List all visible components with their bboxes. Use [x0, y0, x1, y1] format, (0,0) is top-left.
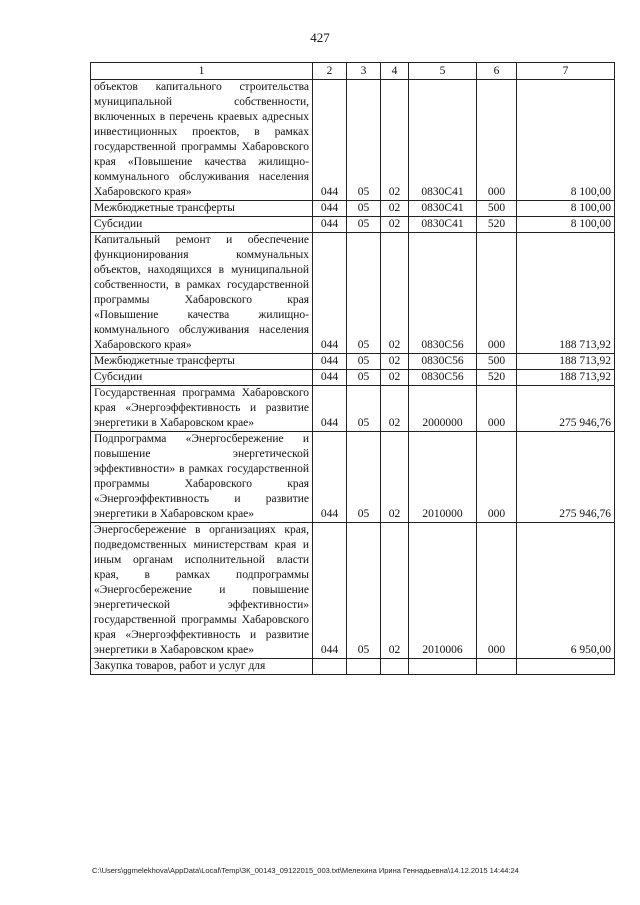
table-row — [91, 217, 615, 233]
cell-section: 05 — [347, 386, 381, 432]
cell-target-article: 2010000 — [409, 432, 477, 523]
cell-subsection: 02 — [381, 432, 409, 523]
row-name: Субсидии — [91, 217, 313, 233]
cell-amount: 6 950,00 — [517, 523, 615, 659]
cell-expense-type: 500 — [477, 201, 517, 217]
cell-ministry: 044 — [313, 386, 347, 432]
cell-amount: 188 713,92 — [517, 370, 615, 386]
cell-ministry: 044 — [313, 80, 347, 201]
cell-section: 05 — [347, 217, 381, 233]
cell-ministry: 044 — [313, 432, 347, 523]
header-cell: 4 — [381, 63, 409, 80]
cell-ministry: 044 — [313, 354, 347, 370]
cell-amount: 8 100,00 — [517, 201, 615, 217]
header-cell: 1 — [91, 63, 313, 80]
cell-target-article: 0830С56 — [409, 354, 477, 370]
cell-amount — [517, 659, 615, 675]
table-row — [91, 432, 615, 523]
cell-section: 05 — [347, 233, 381, 354]
cell-section: 05 — [347, 523, 381, 659]
cell-expense-type: 000 — [477, 432, 517, 523]
page-number: 427 — [310, 30, 330, 45]
row-name: Энергосбережение в организациях края, подведомственных министерствам края и иным органам исполнительной власти края, в рамках подпрограммы «Энергосбережение и повышение энергетической эффективности» государственной программы Хабаровского края «Энергоэффективность и развитие энергетики в Хабаровском крае» — [91, 523, 313, 659]
cell-expense-type: 500 — [477, 354, 517, 370]
cell-target-article: 0830С56 — [409, 233, 477, 354]
table-row — [91, 370, 615, 386]
cell-subsection: 02 — [381, 233, 409, 354]
cell-subsection: 02 — [381, 201, 409, 217]
cell-expense-type: 520 — [477, 217, 517, 233]
cell-section: 05 — [347, 201, 381, 217]
header-cell: 2 — [313, 63, 347, 80]
cell-section: 05 — [347, 432, 381, 523]
cell-subsection: 02 — [381, 354, 409, 370]
cell-expense-type: 000 — [477, 386, 517, 432]
row-name: Подпрограмма «Энергосбережение и повышение энергетической эффективности» в рамках государственной программы Хабаровского края «Энергоэффективность и развитие энергетики в Хабаровском крае» — [91, 432, 313, 523]
row-name: Капитальный ремонт и обеспечение функционирования коммунальных объектов, находящихся в муниципальной собственности, в рамках государственной программы Хабаровского края «Повышение качества жилищно-коммунального обслуживания населения Хабаровского края» — [91, 233, 313, 354]
cell-expense-type: 520 — [477, 370, 517, 386]
cell-amount: 8 100,00 — [517, 80, 615, 201]
cell-target-article: 0830С56 — [409, 370, 477, 386]
cell-subsection: 02 — [381, 80, 409, 201]
table-row — [91, 233, 615, 354]
footer-file-path: C:\Users\ggmelekhova\AppData\Local\Temp\ЗК_00143_09122015_003.txt\Мелехина Ирина Геннадьевна\14.12.2015 14:44:24 — [92, 866, 519, 875]
cell-amount: 188 713,92 — [517, 354, 615, 370]
cell-section: 05 — [347, 354, 381, 370]
cell-target-article: 2000000 — [409, 386, 477, 432]
cell-section: 05 — [347, 80, 381, 201]
cell-subsection: 02 — [381, 217, 409, 233]
cell-ministry: 044 — [313, 201, 347, 217]
cell-subsection: 02 — [381, 523, 409, 659]
cell-ministry: 044 — [313, 233, 347, 354]
cell-target-article: 0830С41 — [409, 201, 477, 217]
header-row — [91, 63, 615, 80]
header-cell: 3 — [347, 63, 381, 80]
cell-target-article: 0830С41 — [409, 80, 477, 201]
cell-section: 05 — [347, 370, 381, 386]
table-row — [91, 201, 615, 217]
cell-subsection: 02 — [381, 370, 409, 386]
table-row — [91, 80, 615, 201]
cell-amount: 275 946,76 — [517, 432, 615, 523]
table-row — [91, 386, 615, 432]
budget-table — [90, 62, 615, 675]
cell-expense-type: 000 — [477, 233, 517, 354]
cell-ministry: 044 — [313, 217, 347, 233]
cell-subsection: 02 — [381, 386, 409, 432]
header-cell: 7 — [517, 63, 615, 80]
cell-section — [347, 659, 381, 675]
cell-target-article — [409, 659, 477, 675]
cell-expense-type — [477, 659, 517, 675]
cell-expense-type: 000 — [477, 523, 517, 659]
row-name: Межбюджетные трансферты — [91, 201, 313, 217]
table-row — [91, 659, 615, 675]
header-cell: 6 — [477, 63, 517, 80]
table-row — [91, 354, 615, 370]
row-name: Субсидии — [91, 370, 313, 386]
cell-amount: 188 713,92 — [517, 233, 615, 354]
table-row — [91, 523, 615, 659]
cell-target-article: 2010006 — [409, 523, 477, 659]
row-name: Межбюджетные трансферты — [91, 354, 313, 370]
cell-ministry — [313, 659, 347, 675]
cell-ministry: 044 — [313, 523, 347, 659]
cell-target-article: 0830С41 — [409, 217, 477, 233]
cell-subsection — [381, 659, 409, 675]
cell-ministry: 044 — [313, 370, 347, 386]
row-name: объектов капитального строительства муниципальной собственности, включенных в перечень краевых адресных инвестиционных проектов, в рамках государственной программы Хабаровского края «Повышение качества жилищно-коммунального обслуживания населения Хабаровского края» — [91, 80, 313, 201]
header-cell: 5 — [409, 63, 477, 80]
cell-amount: 275 946,76 — [517, 386, 615, 432]
row-name: Государственная программа Хабаровского края «Энергоэффективность и развитие энергетики в Хабаровском крае» — [91, 386, 313, 432]
row-name: Закупка товаров, работ и услуг для — [91, 659, 313, 675]
cell-amount: 8 100,00 — [517, 217, 615, 233]
cell-expense-type: 000 — [477, 80, 517, 201]
